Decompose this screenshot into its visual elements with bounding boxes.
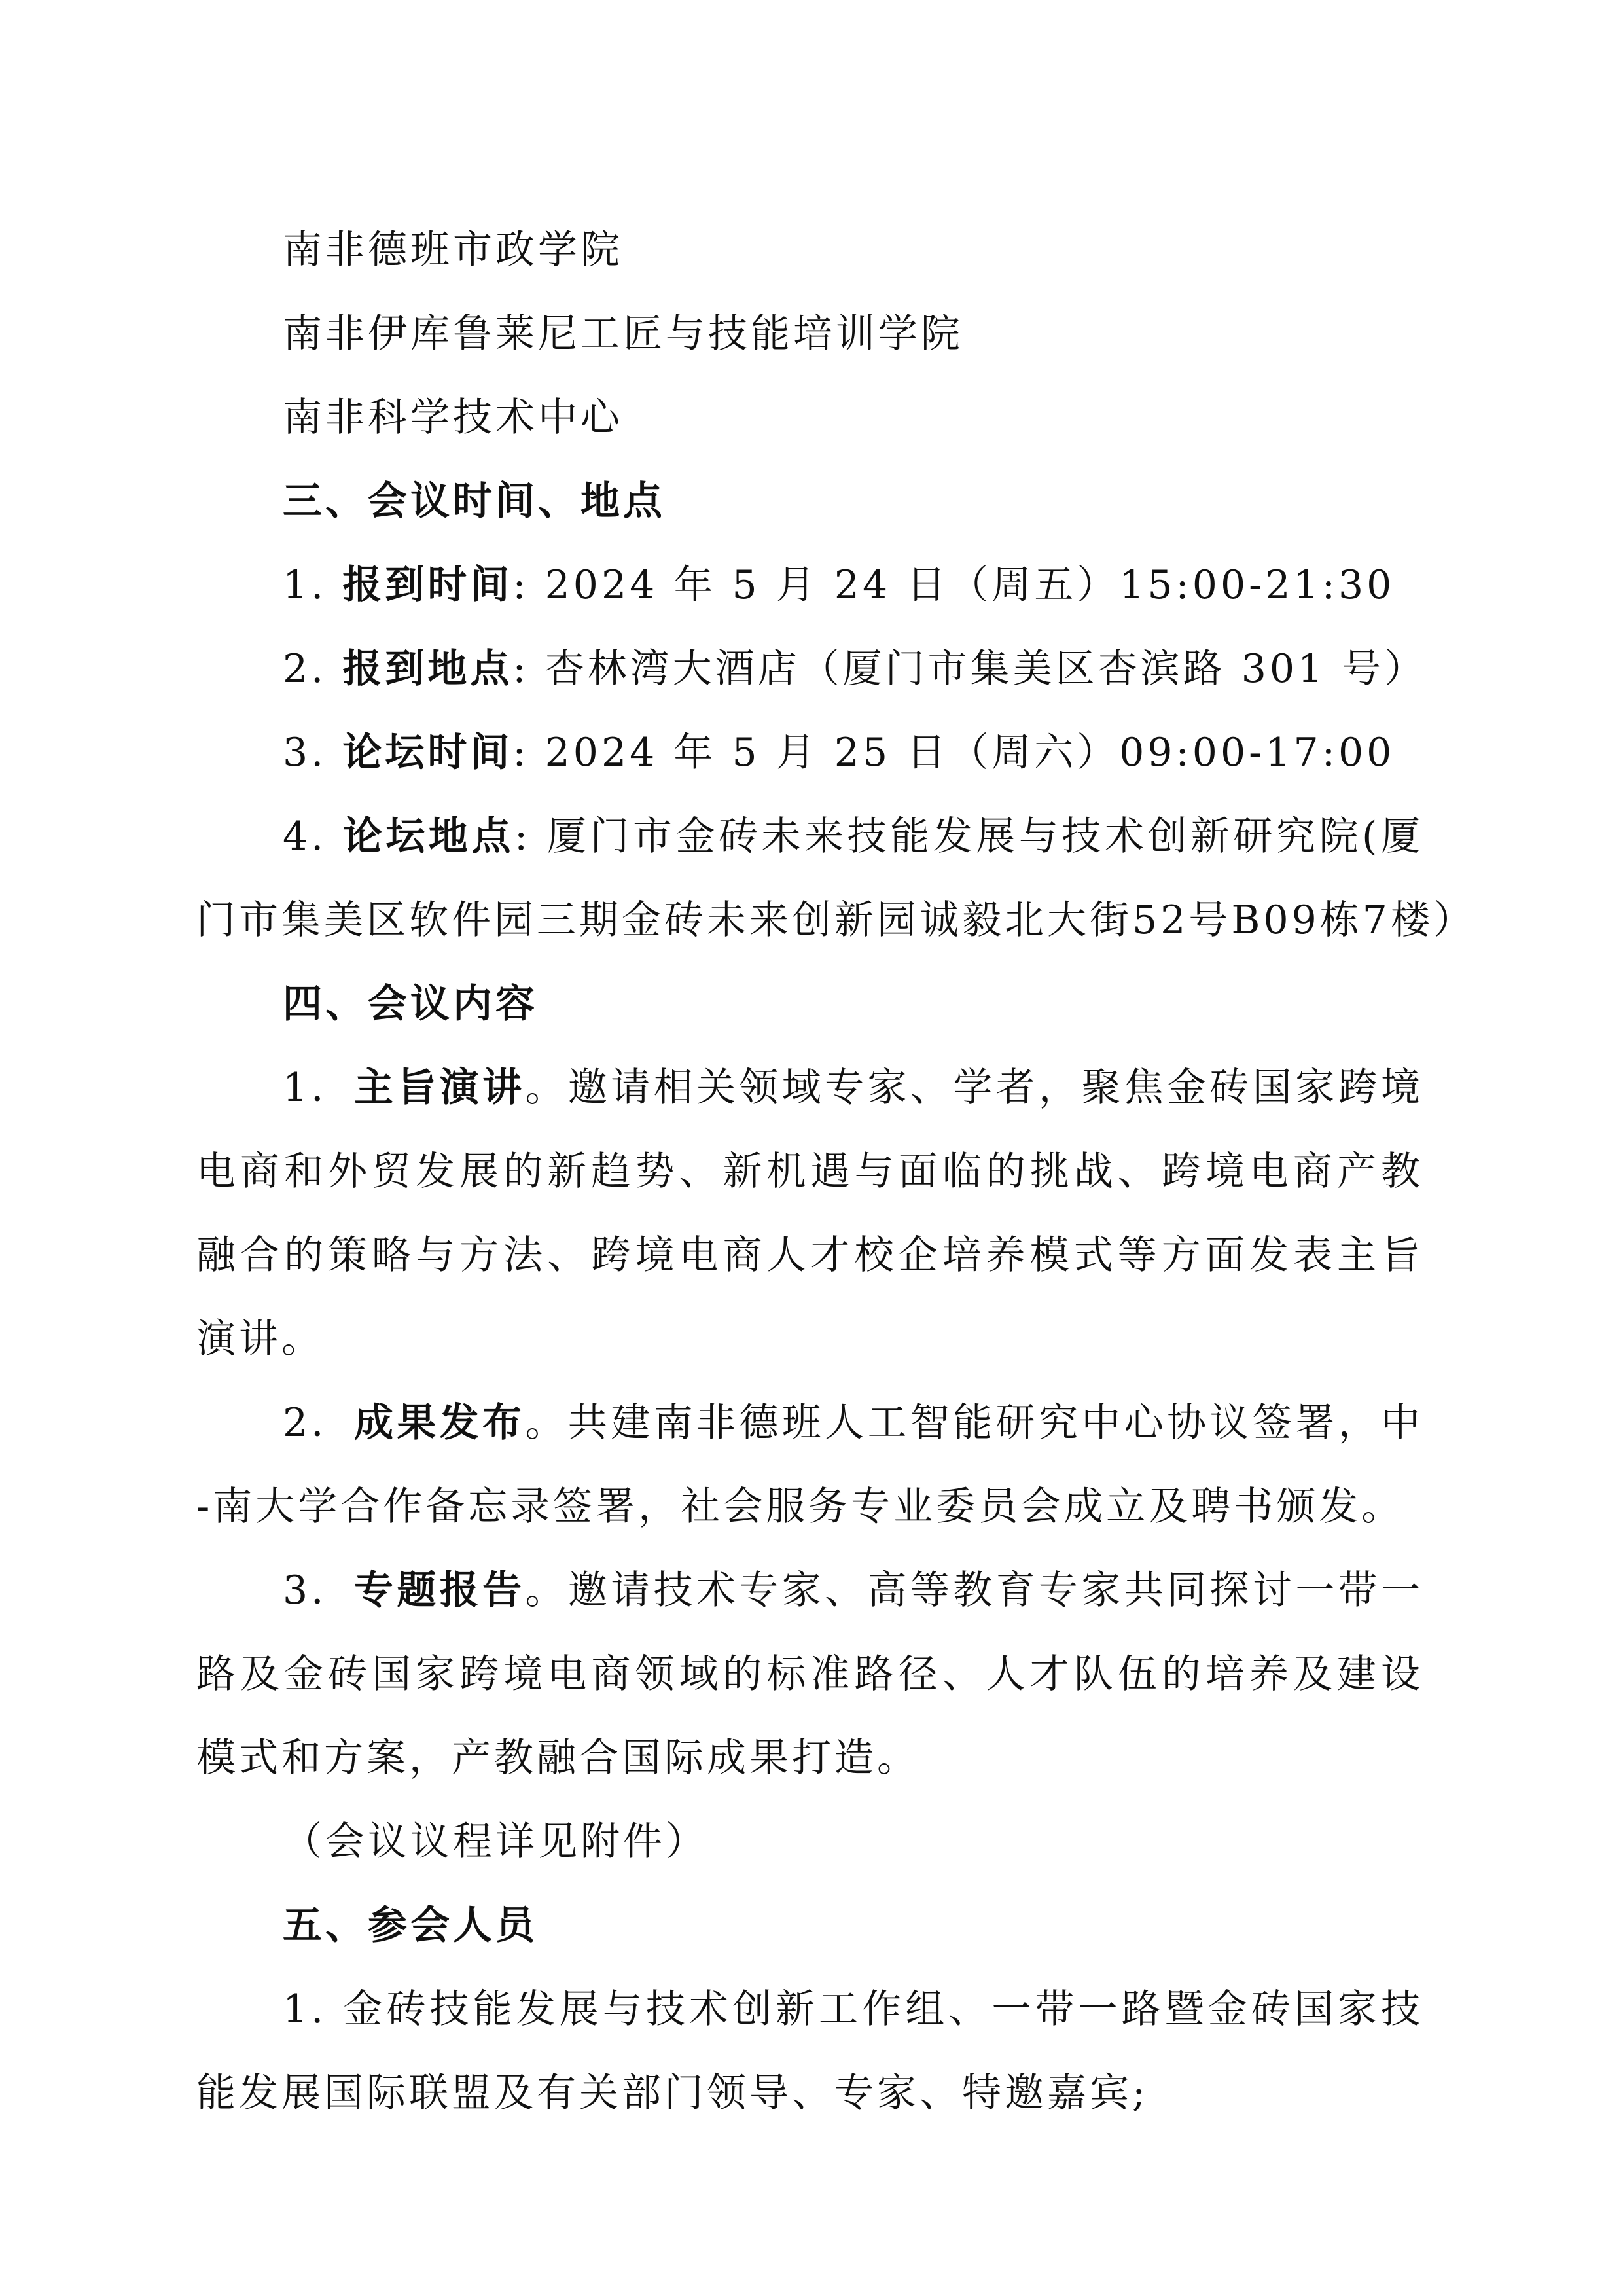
- content-item-1-line-4: 演讲。: [196, 1316, 324, 1362]
- section3-heading: 三、会议时间、地点: [283, 478, 666, 524]
- item-value: 厦门市金砖未来技能发展与技术创新研究院(厦: [546, 814, 1423, 859]
- content-item-3-line-2: 路及金砖国家跨境电商领域的标准路径、人才队伍的培养及建设: [196, 1651, 1423, 1697]
- item-label: 主旨演讲: [353, 1065, 526, 1111]
- item-number: 2.: [283, 646, 343, 692]
- schedule-item-4: [196, 795, 1423, 878]
- item-text: 。邀请技术专家、高等教育专家共同探讨一带一: [525, 1568, 1423, 1613]
- item-label: 报到地点: [342, 646, 513, 692]
- item-text: 。邀请相关领域专家、学者，聚焦金砖国家跨境: [525, 1065, 1423, 1111]
- content-item-2: [196, 1381, 1423, 1465]
- item-number: 1.: [283, 562, 343, 608]
- item-value: 杏林湾大酒店（厦门市集美区杏滨路 301 号）: [544, 646, 1427, 692]
- item-separator: :: [512, 562, 545, 608]
- item-value: 2024 年 5 月 25 日（周六）09:00-17:00: [544, 730, 1395, 776]
- institution-line-3: 南非科学技术中心: [283, 395, 623, 440]
- content-item-3: [196, 1549, 1423, 1632]
- item-label: 论坛地点: [342, 814, 515, 859]
- schedule-item-1: [196, 543, 1423, 627]
- institution-line-1: 南非德班市政学院: [283, 227, 623, 273]
- item-text: 。共建南非德班人工智能研究中心协议签署，中: [525, 1400, 1423, 1446]
- content-item-1: [196, 1046, 1423, 1130]
- section5-heading: 五、参会人员: [283, 1903, 538, 1948]
- item-label: 论坛时间: [342, 730, 513, 776]
- attendee-item-1: 1. 金砖技能发展与技术创新工作组、一带一路暨金砖国家技: [283, 1986, 1423, 2032]
- schedule-item-4-continuation: 门市集美区软件园三期金砖未来创新园诚毅北大街52号B09栋7楼）: [196, 897, 1476, 943]
- institution-line-2: 南非伊库鲁莱尼工匠与技能培训学院: [283, 311, 963, 357]
- content-item-2-line-2: -南大学合作备忘录签署，社会服务专业委员会成立及聘书颁发。: [196, 1484, 1404, 1530]
- item-separator: :: [512, 646, 545, 692]
- attendee-item-1-line-2: 能发展国际联盟及有关部门领导、专家、特邀嘉宾;: [196, 2070, 1149, 2116]
- item-label: 专题报告: [353, 1568, 526, 1613]
- schedule-item-3: [196, 711, 1423, 795]
- item-separator: :: [512, 730, 545, 776]
- agenda-note: （会议议程详见附件）: [283, 1819, 708, 1865]
- item-number: 3.: [283, 730, 343, 776]
- schedule-item-2: [196, 627, 1427, 711]
- content-item-3-line-3: 模式和方案，产教融合国际成果打造。: [196, 1735, 919, 1781]
- item-number: 4.: [283, 814, 343, 859]
- item-number: 1．: [283, 1065, 354, 1111]
- item-label: 成果发布: [353, 1400, 526, 1446]
- item-value: 2024 年 5 月 24 日（周五）15:00-21:30: [544, 562, 1395, 608]
- item-number: 3．: [283, 1568, 354, 1613]
- page-content: [196, 208, 1476, 2135]
- item-separator: :: [514, 814, 547, 859]
- item-number: 2．: [283, 1400, 354, 1446]
- content-item-1-line-3: 融合的策略与方法、跨境电商人才校企培养模式等方面发表主旨: [196, 1232, 1423, 1278]
- section4-heading: 四、会议内容: [283, 981, 538, 1027]
- content-item-1-line-2: 电商和外贸发展的新趋势、新机遇与面临的挑战、跨境电商产教: [196, 1149, 1423, 1194]
- item-label: 报到时间: [342, 562, 513, 608]
